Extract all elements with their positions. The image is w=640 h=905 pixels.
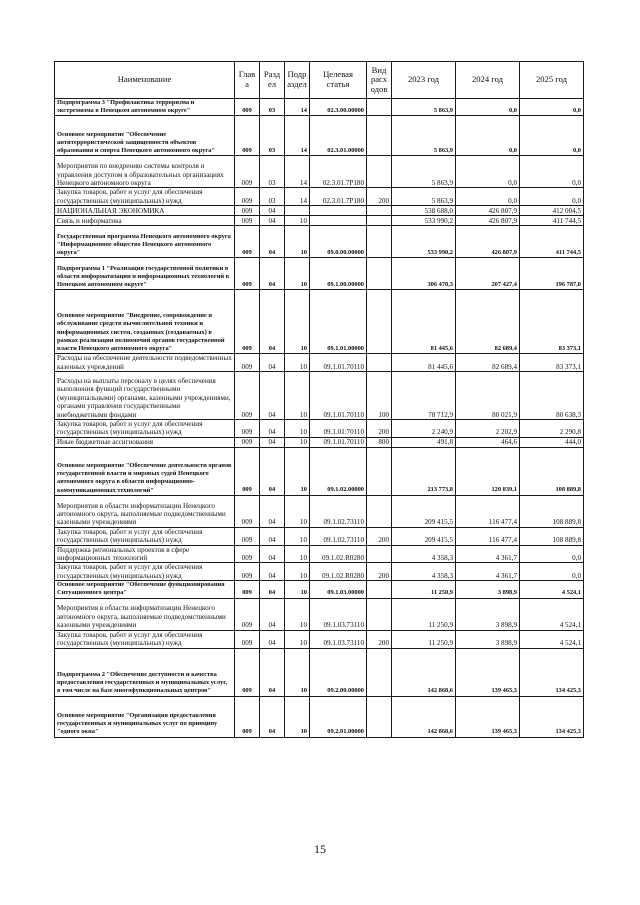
- cell-podrazdel: 10: [285, 290, 310, 354]
- cell-y2023: 11 250,9: [392, 581, 456, 598]
- cell-name: Закупка товаров, работ и услуг для обеспечения государственных (муниципальных) нужд: [55, 630, 235, 648]
- cell-y2025: 0,0: [520, 545, 584, 563]
- cell-razdel: 04: [260, 420, 285, 438]
- table-row: [55, 420, 584, 438]
- table-row: [55, 216, 584, 226]
- cell-vid: 200: [367, 420, 392, 438]
- cell-y2023: 306 470,3: [392, 258, 456, 290]
- cell-y2024: 0,0: [456, 188, 520, 206]
- cell-celevaya: 09.1.03.73110: [310, 598, 367, 630]
- cell-y2025: 108 889,8: [520, 495, 584, 527]
- cell-razdel: 03: [260, 116, 285, 156]
- cell-name: Государственная программа Ненецкого автономного округа "Информационное общество Ненецкого автономного округа": [55, 226, 235, 258]
- cell-y2024: 0,0: [456, 156, 520, 188]
- table-row: [55, 206, 584, 216]
- cell-name: Подпрограмма 3 "Профилактика терроризма и экстремизма в Ненецком автономном округе": [55, 99, 235, 116]
- cell-y2024: 4 361,7: [456, 545, 520, 563]
- cell-y2025: 0,0: [520, 156, 584, 188]
- table-row: [55, 156, 584, 188]
- table-row: [55, 226, 584, 258]
- table-row: [55, 495, 584, 527]
- cell-razdel: 04: [260, 648, 285, 696]
- cell-celevaya: [310, 216, 367, 226]
- cell-name: Связь и информатика: [55, 216, 235, 226]
- cell-glava: 009: [235, 216, 260, 226]
- cell-y2025: 444,0: [520, 437, 584, 447]
- cell-glava: 009: [235, 372, 260, 420]
- cell-name: Поддержка региональных проектов в сфере информационных технологий: [55, 545, 235, 563]
- cell-y2024: 426 807,9: [456, 226, 520, 258]
- cell-name: Закупка товаров, работ и услуг для обеспечения государственных (муниципальных) нужд: [55, 420, 235, 438]
- cell-glava: 009: [235, 581, 260, 598]
- cell-y2024: 2 202,9: [456, 420, 520, 438]
- cell-podrazdel: 10: [285, 696, 310, 737]
- cell-glava: 009: [235, 226, 260, 258]
- cell-y2024: 116 477,4: [456, 495, 520, 527]
- cell-y2025: 83 373,1: [520, 354, 584, 372]
- cell-razdel: 04: [260, 258, 285, 290]
- cell-razdel: 04: [260, 495, 285, 527]
- cell-y2023: 533 990,2: [392, 216, 456, 226]
- cell-celevaya: 02.3.01.7Р180: [310, 188, 367, 206]
- table-row: [55, 354, 584, 372]
- cell-glava: 009: [235, 563, 260, 581]
- header-name: Наименование: [55, 62, 235, 99]
- cell-celevaya: 09.2.00.00000: [310, 648, 367, 696]
- cell-podrazdel: 10: [285, 527, 310, 545]
- cell-podrazdel: 10: [285, 226, 310, 258]
- cell-celevaya: 09.1.01.70110: [310, 354, 367, 372]
- cell-vid: 200: [367, 188, 392, 206]
- cell-razdel: 04: [260, 598, 285, 630]
- cell-y2025: 411 744,5: [520, 226, 584, 258]
- table-row: [55, 545, 584, 563]
- cell-vid: [367, 495, 392, 527]
- table-row: [55, 258, 584, 290]
- cell-celevaya: 02.3.01.00000: [310, 116, 367, 156]
- cell-razdel: 04: [260, 206, 285, 216]
- cell-glava: 009: [235, 437, 260, 447]
- cell-y2023: 533 990,2: [392, 226, 456, 258]
- cell-y2025: 0,0: [520, 188, 584, 206]
- cell-y2025: 196 787,0: [520, 258, 584, 290]
- table-row: [55, 437, 584, 447]
- table-row: [55, 527, 584, 545]
- cell-glava: 009: [235, 188, 260, 206]
- cell-vid: [367, 581, 392, 598]
- cell-razdel: 04: [260, 354, 285, 372]
- cell-vid: [367, 598, 392, 630]
- cell-name: Подпрограмма 1 "Реализация государственной политики в области информатизации и информационных технологий в Ненецком автономном округе": [55, 258, 235, 290]
- cell-glava: 009: [235, 696, 260, 737]
- cell-glava: 009: [235, 545, 260, 563]
- cell-celevaya: 02.3.01.7Р180: [310, 156, 367, 188]
- table-row: [55, 563, 584, 581]
- cell-podrazdel: 10: [285, 648, 310, 696]
- cell-razdel: 04: [260, 545, 285, 563]
- cell-y2025: 134 425,3: [520, 648, 584, 696]
- table-row: [55, 598, 584, 630]
- cell-y2023: 5 863,9: [392, 116, 456, 156]
- cell-razdel: 04: [260, 527, 285, 545]
- cell-y2023: 142 868,6: [392, 696, 456, 737]
- cell-glava: 009: [235, 156, 260, 188]
- cell-podrazdel: 10: [285, 598, 310, 630]
- table-row: [55, 696, 584, 737]
- cell-podrazdel: 10: [285, 216, 310, 226]
- cell-name: Закупка товаров, работ и услуг для обеспечения государственных (муниципальных) нужд: [55, 527, 235, 545]
- header-podrazdel: Подр аздел: [285, 62, 310, 99]
- cell-name: Закупка товаров, работ и услуг для обеспечения государственных (муниципальных) нужд: [55, 188, 235, 206]
- cell-razdel: 04: [260, 581, 285, 598]
- cell-celevaya: 09.1.02.73110: [310, 495, 367, 527]
- cell-celevaya: 09.1.02.R0280: [310, 545, 367, 563]
- cell-celevaya: 09.1.03.00000: [310, 581, 367, 598]
- table-row: [55, 116, 584, 156]
- cell-celevaya: 02.3.00.00000: [310, 99, 367, 116]
- table-row: [55, 99, 584, 116]
- cell-y2025: 411 744,5: [520, 216, 584, 226]
- cell-vid: [367, 290, 392, 354]
- cell-vid: [367, 206, 392, 216]
- cell-razdel: 04: [260, 696, 285, 737]
- cell-y2024: 82 689,4: [456, 354, 520, 372]
- cell-y2023: 78 712,9: [392, 372, 456, 420]
- table-row: [55, 648, 584, 696]
- cell-razdel: 03: [260, 188, 285, 206]
- cell-celevaya: 09.2.01.00000: [310, 696, 367, 737]
- cell-y2023: 209 415,5: [392, 495, 456, 527]
- cell-name: Мероприятия в области информатизации Ненецкого автономного округа, выполняемые подведомственными казенными учреждениями: [55, 495, 235, 527]
- cell-vid: [367, 354, 392, 372]
- cell-glava: 009: [235, 495, 260, 527]
- cell-y2023: 5 863,9: [392, 99, 456, 116]
- table-header-row: [55, 62, 584, 99]
- cell-celevaya: 09.1.03.73110: [310, 630, 367, 648]
- cell-glava: 009: [235, 648, 260, 696]
- table-row: [55, 372, 584, 420]
- cell-podrazdel: 10: [285, 354, 310, 372]
- cell-razdel: 04: [260, 372, 285, 420]
- cell-y2025: 2 290,8: [520, 420, 584, 438]
- cell-y2025: 4 524,1: [520, 598, 584, 630]
- cell-y2023: 11 250,9: [392, 630, 456, 648]
- cell-y2024: 464,6: [456, 437, 520, 447]
- cell-celevaya: 09.1.01.70110: [310, 420, 367, 438]
- cell-name: Расходы на выплаты персоналу в целях обеспечения выполнения функций государственными (муниципальными) органами, казенными учреждениями, органами управления государственными внебюджетными фондами: [55, 372, 235, 420]
- cell-glava: 009: [235, 99, 260, 116]
- cell-y2025: 134 425,3: [520, 696, 584, 737]
- table-body: [55, 99, 584, 738]
- cell-glava: 009: [235, 598, 260, 630]
- header-2023: 2023 год: [392, 62, 456, 99]
- cell-name: Основное мероприятие "Внедрение, сопровождение и обслуживание средств вычислительной техники и информационных систем, созданных (создаваемых) в рамках реализации полномочий органов государственной власти Ненецкого автономного округа": [55, 290, 235, 354]
- cell-vid: [367, 99, 392, 116]
- cell-celevaya: 09.0.00.00000: [310, 226, 367, 258]
- cell-podrazdel: 14: [285, 116, 310, 156]
- cell-podrazdel: 10: [285, 563, 310, 581]
- cell-glava: 009: [235, 258, 260, 290]
- cell-celevaya: 09.1.02.73110: [310, 527, 367, 545]
- header-vid: Вид расх одов: [367, 62, 392, 99]
- cell-glava: 009: [235, 527, 260, 545]
- cell-y2025: 80 638,3: [520, 372, 584, 420]
- cell-razdel: 04: [260, 290, 285, 354]
- cell-vid: 200: [367, 563, 392, 581]
- cell-y2024: 3 898,9: [456, 598, 520, 630]
- cell-razdel: 04: [260, 216, 285, 226]
- cell-y2024: 82 689,4: [456, 290, 520, 354]
- cell-celevaya: 09.1.02.00000: [310, 447, 367, 495]
- cell-y2025: 4 524,1: [520, 630, 584, 648]
- header-2024: 2024 год: [456, 62, 520, 99]
- cell-vid: [367, 696, 392, 737]
- cell-vid: [367, 216, 392, 226]
- cell-y2024: 4 361,7: [456, 563, 520, 581]
- cell-name: Основное мероприятие "Обеспечение функционирования Ситуационного центра": [55, 581, 235, 598]
- header-2025: 2025 год: [520, 62, 584, 99]
- cell-y2023: 213 773,8: [392, 447, 456, 495]
- cell-name: Закупка товаров, работ и услуг для обеспечения государственных (муниципальных) нужд: [55, 563, 235, 581]
- cell-y2023: 209 415,5: [392, 527, 456, 545]
- cell-glava: 009: [235, 206, 260, 216]
- cell-y2025: 108 889,8: [520, 527, 584, 545]
- cell-name: Основное мероприятие "Обеспечение антитеррористической защищенности объектов образования и спорта Ненецкого автономного округа": [55, 116, 235, 156]
- cell-y2025: 412 004,5: [520, 206, 584, 216]
- cell-vid: [367, 545, 392, 563]
- cell-vid: [367, 648, 392, 696]
- cell-razdel: 04: [260, 437, 285, 447]
- cell-vid: [367, 226, 392, 258]
- page-number: 15: [314, 842, 326, 856]
- cell-razdel: 04: [260, 563, 285, 581]
- cell-name: НАЦИОНАЛЬНАЯ ЭКОНОМИКА: [55, 206, 235, 216]
- cell-y2024: 139 465,3: [456, 696, 520, 737]
- cell-y2023: 142 868,6: [392, 648, 456, 696]
- cell-podrazdel: 10: [285, 495, 310, 527]
- cell-podrazdel: 14: [285, 156, 310, 188]
- cell-celevaya: 09.1.02.R0280: [310, 563, 367, 581]
- cell-y2023: 2 240,9: [392, 420, 456, 438]
- cell-podrazdel: 10: [285, 372, 310, 420]
- cell-y2024: 426 807,9: [456, 216, 520, 226]
- cell-y2024: 3 898,9: [456, 630, 520, 648]
- cell-y2024: 116 477,4: [456, 527, 520, 545]
- cell-y2023: 11 250,9: [392, 598, 456, 630]
- cell-y2025: 0,0: [520, 116, 584, 156]
- cell-glava: 009: [235, 354, 260, 372]
- cell-glava: 009: [235, 447, 260, 495]
- cell-y2024: 3 898,9: [456, 581, 520, 598]
- cell-name: Мероприятия по внедрению системы контроля и управления доступом в образовательных организациях Ненецкого автономного округа: [55, 156, 235, 188]
- cell-y2024: 80 021,9: [456, 372, 520, 420]
- cell-y2023: 4 358,3: [392, 545, 456, 563]
- header-celevaya: Целевая статья: [310, 62, 367, 99]
- cell-y2024: 207 427,4: [456, 258, 520, 290]
- cell-podrazdel: 14: [285, 188, 310, 206]
- cell-celevaya: 09.1.01.70110: [310, 372, 367, 420]
- cell-y2023: 491,8: [392, 437, 456, 447]
- table-row: [55, 581, 584, 598]
- cell-y2025: 4 524,1: [520, 581, 584, 598]
- cell-vid: [367, 447, 392, 495]
- table-row: [55, 188, 584, 206]
- cell-y2023: 81 445,6: [392, 290, 456, 354]
- cell-name: Расходы на обеспечение деятельности подведомственных казенных учреждений: [55, 354, 235, 372]
- cell-name: Основное мероприятие "Организация предоставления государственных и муниципальных услуг по принципу "одного окна": [55, 696, 235, 737]
- cell-y2024: 426 807,9: [456, 206, 520, 216]
- cell-vid: [367, 258, 392, 290]
- cell-glava: 009: [235, 420, 260, 438]
- cell-glava: 009: [235, 116, 260, 156]
- cell-celevaya: 09.1.01.70110: [310, 437, 367, 447]
- cell-razdel: 03: [260, 99, 285, 116]
- cell-razdel: 04: [260, 630, 285, 648]
- cell-y2025: 83 373,1: [520, 290, 584, 354]
- cell-y2025: 0,0: [520, 563, 584, 581]
- cell-podrazdel: 14: [285, 99, 310, 116]
- cell-name: Мероприятия в области информатизации Ненецкого автономного округа, выполняемые подведомственными казенными учреждениями: [55, 598, 235, 630]
- table-row: [55, 290, 584, 354]
- header-razdel: Разд ел: [260, 62, 285, 99]
- cell-vid: 800: [367, 437, 392, 447]
- header-glava: Глав а: [235, 62, 260, 99]
- cell-podrazdel: 10: [285, 581, 310, 598]
- table-row: [55, 447, 584, 495]
- cell-y2024: 0,0: [456, 99, 520, 116]
- cell-vid: [367, 156, 392, 188]
- cell-podrazdel: 10: [285, 258, 310, 290]
- cell-vid: [367, 116, 392, 156]
- cell-y2024: 0,0: [456, 116, 520, 156]
- cell-podrazdel: 10: [285, 437, 310, 447]
- cell-y2025: 0,0: [520, 99, 584, 116]
- cell-y2025: 108 889,8: [520, 447, 584, 495]
- cell-celevaya: 09.1.00.00000: [310, 258, 367, 290]
- cell-y2024: 139 465,3: [456, 648, 520, 696]
- cell-y2023: 538 688,0: [392, 206, 456, 216]
- cell-vid: 200: [367, 527, 392, 545]
- cell-glava: 009: [235, 290, 260, 354]
- cell-y2024: 120 839,1: [456, 447, 520, 495]
- cell-podrazdel: 10: [285, 447, 310, 495]
- cell-razdel: 04: [260, 447, 285, 495]
- cell-y2023: 4 358,3: [392, 563, 456, 581]
- cell-podrazdel: 10: [285, 420, 310, 438]
- cell-y2023: 5 863,9: [392, 188, 456, 206]
- cell-vid: 200: [367, 630, 392, 648]
- budget-table: [54, 61, 584, 738]
- cell-name: Основное мероприятие "Обеспечение деятельности органов государственной власти и мировых судей Ненецкого автономного округа в области информационно-коммуникационных технологий": [55, 447, 235, 495]
- cell-razdel: 04: [260, 226, 285, 258]
- cell-y2023: 81 445,6: [392, 354, 456, 372]
- cell-razdel: 03: [260, 156, 285, 188]
- cell-vid: 100: [367, 372, 392, 420]
- cell-glava: 009: [235, 630, 260, 648]
- cell-celevaya: [310, 206, 367, 216]
- cell-name: Иные бюджетные ассигнования: [55, 437, 235, 447]
- cell-podrazdel: 10: [285, 630, 310, 648]
- cell-podrazdel: 10: [285, 545, 310, 563]
- table-row: [55, 630, 584, 648]
- cell-celevaya: 09.1.01.00000: [310, 290, 367, 354]
- cell-y2023: 5 863,9: [392, 156, 456, 188]
- cell-podrazdel: [285, 206, 310, 216]
- cell-name: Подпрограмма 2 "Обеспечение доступности и качества предоставления государственных и муниципальных услуг, в том числе на базе многофункциональных центров": [55, 648, 235, 696]
